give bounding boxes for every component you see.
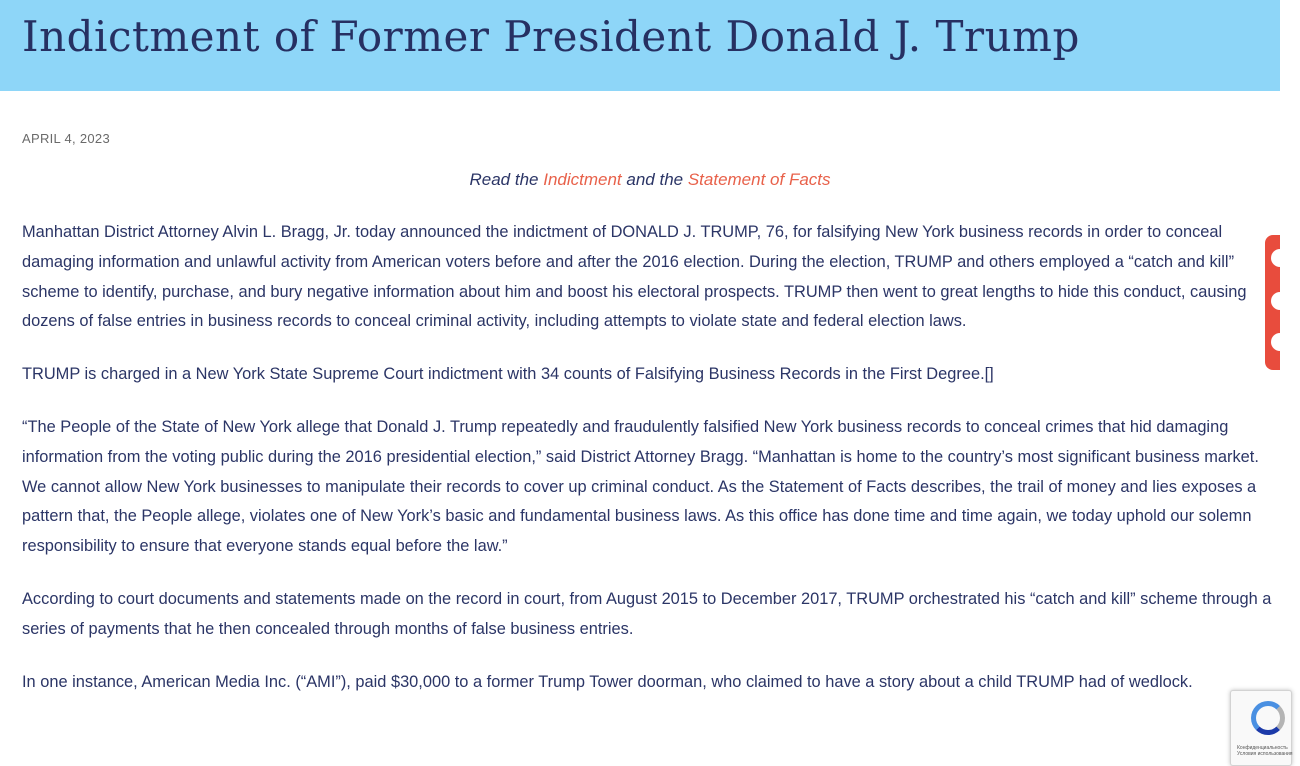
- article-paragraph: Manhattan District Attorney Alvin L. Bragg, Jr. today announced the indictment of DONALD J. TRUMP, 76, for falsifying New York business records in order to conceal damaging information and unlawful activity from American voters before and after the 2016 election. During the election, TRUMP and others employed a “catch and kill” scheme to identify, purchase, and bury negative information about him and boost his electoral prospects. TRUMP then went to great lengths to hide this conduct, causing dozens of false entries in business records to conceal criminal activity, including attempts to violate state and federal election laws.: [22, 223, 1247, 331]
- statement-of-facts-link[interactable]: Statement of Facts: [687, 170, 831, 189]
- share-icon[interactable]: [1271, 292, 1289, 310]
- page-header-banner: [0, 0, 1280, 91]
- article-paragraph: TRUMP is charged in a New York State Supreme Court indictment with 34 counts of Falsifying Business Records in the First Degree.[]: [22, 365, 994, 384]
- article-body: [22, 218, 1272, 720]
- recaptcha-text: [1237, 745, 1293, 757]
- read-prefix: Read the: [469, 170, 544, 189]
- recaptcha-badge[interactable]: [1230, 690, 1292, 766]
- article-date: APRIL 4, 2023: [22, 131, 110, 146]
- page-title: Indictment of Former President Donald J. Trump: [22, 12, 1080, 61]
- share-icon[interactable]: [1271, 333, 1289, 351]
- read-documents-line: [0, 170, 1300, 190]
- recaptcha-privacy[interactable]: Конфиденциальность: [1237, 745, 1288, 751]
- read-middle: and the: [621, 170, 688, 189]
- share-icon[interactable]: [1271, 249, 1289, 267]
- article-paragraph: In one instance, American Media Inc. (“AMI”), paid $30,000 to a former Trump Tower doorman, who claimed to have a story about a child TRUMP had of wedlock.: [22, 672, 1193, 691]
- article-paragraph: “The People of the State of New York allege that Donald J. Trump repeatedly and fraudulently falsified New York business records to conceal crimes that hid damaging information from the voting public during the 2016 presidential election,” said District Attorney Bragg. “Manhattan is home to the country’s most significant business market. We cannot allow New York businesses to manipulate their records to cover up criminal conduct. As the Statement of Facts describes, the trail of money and lies exposes a pattern that, the People allege, violates one of New York’s basic and fundamental business laws. As this office has done time and time again, we today uphold our solemn responsibility to ensure that everyone stands equal before the law.”: [22, 417, 1259, 556]
- recaptcha-icon: [1251, 701, 1285, 735]
- article-paragraph: According to court documents and statements made on the record in court, from August 2015 to December 2017, TRUMP orchestrated his “catch and kill” scheme through a series of payments that he then concealed through months of false business entries.: [22, 589, 1272, 638]
- recaptcha-terms[interactable]: Условия использования: [1237, 751, 1293, 757]
- indictment-link[interactable]: Indictment: [543, 170, 622, 189]
- share-sidebar: [1265, 235, 1280, 370]
